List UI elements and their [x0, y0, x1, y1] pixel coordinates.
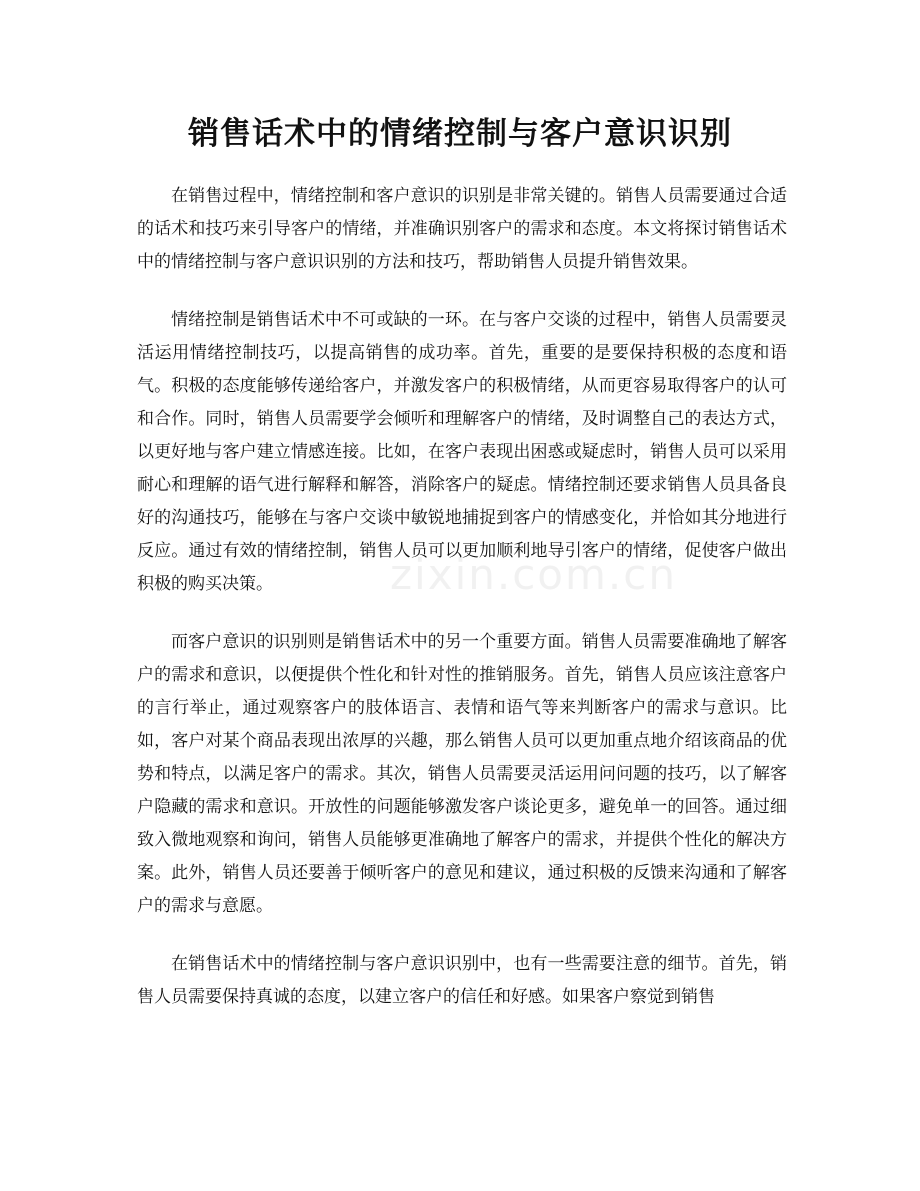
paragraph-customer-awareness: 而客户意识的识别则是销售话术中的另一个重要方面。销售人员需要准确地了解客户的需求和意识，以便提供个性化和针对性的推销服务。首先，销售人员应该注意客户的言行举止，通过观察客户的肢体语言、表情和语气等来判断客户的需求与意识。比如，客户对某个商品表现出浓厚的兴趣，那么销售人员可以更加重点地介绍该商品的优势和特点，以满足客户的需求。其次，销售人员需要灵活运用问问题的技巧，以了解客户隐藏的需求和意识。开放性的问题能够激发客户谈论更多，避免单一的回答。通过细致入微地观察和询问，销售人员能够更准确地了解客户的需求，并提供个性化的解决方案。此外，销售人员还要善于倾听客户的意见和建议，通过积极的反馈来沟通和了解客户的需求与意愿。 [137, 632, 787, 916]
paragraph-details: 在销售话术中的情绪控制与客户意识识别中，也有一些需要注意的细节。首先，销售人员需要保持真诚的态度，以建立客户的信任和好感。如果客户察觉到销售 [137, 954, 787, 1007]
paragraph-emotion-control: 情绪控制是销售话术中不可或缺的一环。在与客户交谈的过程中，销售人员需要灵活运用情绪控制技巧，以提高销售的成功率。首先，重要的是要保持积极的态度和语气。积极的态度能够传递给客户，并激发客户的积极情绪，从而更容易取得客户的认可和合作。同时，销售人员需要学会倾听和理解客户的情绪，及时调整自己的表达方式，以更好地与客户建立情感连接。比如，在客户表现出困惑或疑虑时，销售人员可以采用耐心和理解的语气进行解释和解答，消除客户的疑虑。情绪控制还要求销售人员具备良好的沟通技巧，能够在与客户交谈中敏锐地捕捉到客户的情感变化，并恰如其分地进行反应。通过有效的情绪控制，销售人员可以更加顺利地导引客户的情绪，促使客户做出积极的购买决策。 [137, 310, 787, 594]
paragraph-intro: 在销售过程中，情绪控制和客户意识的识别是非常关键的。销售人员需要通过合适的话术和技巧来引导客户的情绪，并准确识别客户的需求和态度。本文将探讨销售话术中的情绪控制与客户意识识别的方法和技巧，帮助销售人员提升销售效果。 [137, 186, 787, 272]
watermark: zixin.com.cn [390, 550, 677, 599]
document-body [137, 180, 787, 1039]
document-title: 销售话术中的情绪控制与客户意识识别 [188, 116, 732, 152]
